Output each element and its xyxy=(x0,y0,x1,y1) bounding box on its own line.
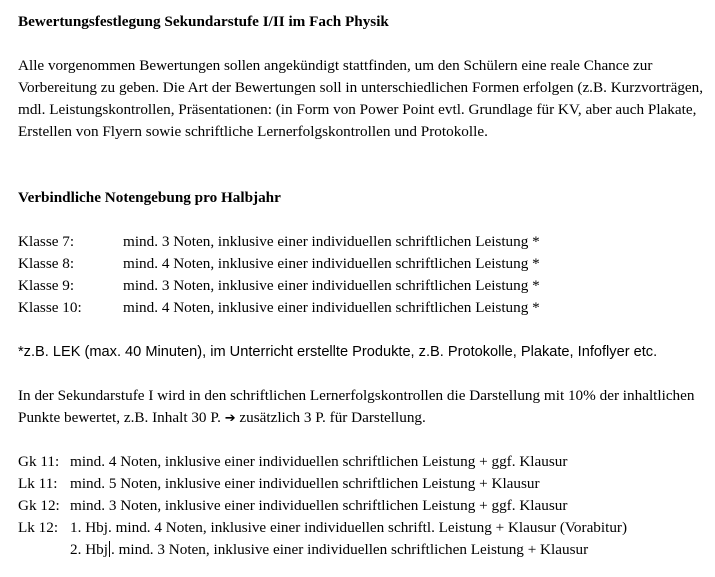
right-arrow-icon: ➔ xyxy=(224,411,236,426)
klasse-requirement: mind. 3 Noten, inklusive einer individuellen schriftlichen Leistung * xyxy=(123,233,540,250)
kurs-requirement: mind. 5 Noten, inklusive einer individuellen schriftlichen Leistung + Klausur xyxy=(70,475,540,492)
klasse-label: Klasse 8: xyxy=(18,255,75,272)
kurs-label: Lk 12: xyxy=(18,519,59,536)
klasse-row xyxy=(18,297,540,319)
kurs-requirement: 1. Hbj. mind. 4 Noten, inklusive einer individuellen schriftl. Leistung + Klausur (Vorabitur) xyxy=(70,519,628,536)
sek-text-before: In der Sekundarstufe I wird in den schriftlichen Lernerfolgskontrollen die Darstellung mit 10% der inhaltlichen Punkte bewertet, z.B. Inhalt 30 P. xyxy=(18,387,695,426)
klasse-label: Klasse 10: xyxy=(18,299,82,316)
kurs-label: Lk 11: xyxy=(18,475,58,492)
kurs-row xyxy=(18,451,627,473)
kurs-label: Gk 11: xyxy=(18,453,60,470)
kurs-row xyxy=(18,495,627,517)
klasse-row xyxy=(18,231,540,253)
section-heading-notengebung: Verbindliche Notengebung pro Halbjahr xyxy=(18,189,281,206)
kurs-row-continuation xyxy=(18,539,627,561)
document-title: Bewertungsfestlegung Sekundarstufe I/II im Fach Physik xyxy=(18,13,389,30)
klasse-row xyxy=(18,275,540,297)
kurs-label: Gk 12: xyxy=(18,497,60,514)
klasse-row xyxy=(18,253,540,275)
kurs-requirement: mind. 4 Noten, inklusive einer individuellen schriftlichen Leistung + ggf. Klausur xyxy=(70,453,568,470)
footnote: *z.B. LEK (max. 40 Minuten), im Unterricht erstellte Produkte, z.B. Protokolle, Plakate, Infoflyer etc. xyxy=(18,344,658,360)
klasse-label: Klasse 9: xyxy=(18,277,75,294)
sek-text-after: zusätzlich 3 P. für Darstellung. xyxy=(235,409,426,426)
klasse-requirement: mind. 4 Noten, inklusive einer individuellen schriftlichen Leistung * xyxy=(123,255,540,272)
klassen-list xyxy=(18,231,540,319)
kurs-row xyxy=(18,473,627,495)
klasse-requirement: mind. 3 Noten, inklusive einer individuellen schriftlichen Leistung * xyxy=(123,277,540,294)
text-cursor xyxy=(109,541,110,557)
intro-paragraph: Alle vorgenommen Bewertungen sollen angekündigt stattfinden, um den Schülern eine reale Chance zur Vorbereitung zu geben. Die Art der Bewertungen soll in unterschiedlichen Formen erfolgen (z.B. Kurzvorträgen, mdl. Leistungskontrollen, Präsentationen: (in Form von Power Point evtl. Grundlage für KV, aber auch Plakate, Erstellen von Flyern sowie schriftliche Lernerfolgskontrollen und Protokolle. xyxy=(18,57,704,140)
lk12-second-halfyear-rest: . mind. 3 Noten, inklusive einer individuellen schriftlichen Leistung + Klausur xyxy=(110,541,589,558)
klasse-requirement: mind. 4 Noten, inklusive einer individuellen schriftlichen Leistung * xyxy=(123,299,540,316)
sekundarstufe-paragraph xyxy=(18,385,708,430)
klasse-label: Klasse 7: xyxy=(18,233,75,250)
lk12-second-halfyear-start: 2. Hbj xyxy=(70,541,108,558)
kurs-requirement: mind. 3 Noten, inklusive einer individuellen schriftlichen Leistung + ggf. Klausur xyxy=(70,497,568,514)
kurs-row xyxy=(18,517,627,539)
oberstufe-list xyxy=(18,451,627,561)
